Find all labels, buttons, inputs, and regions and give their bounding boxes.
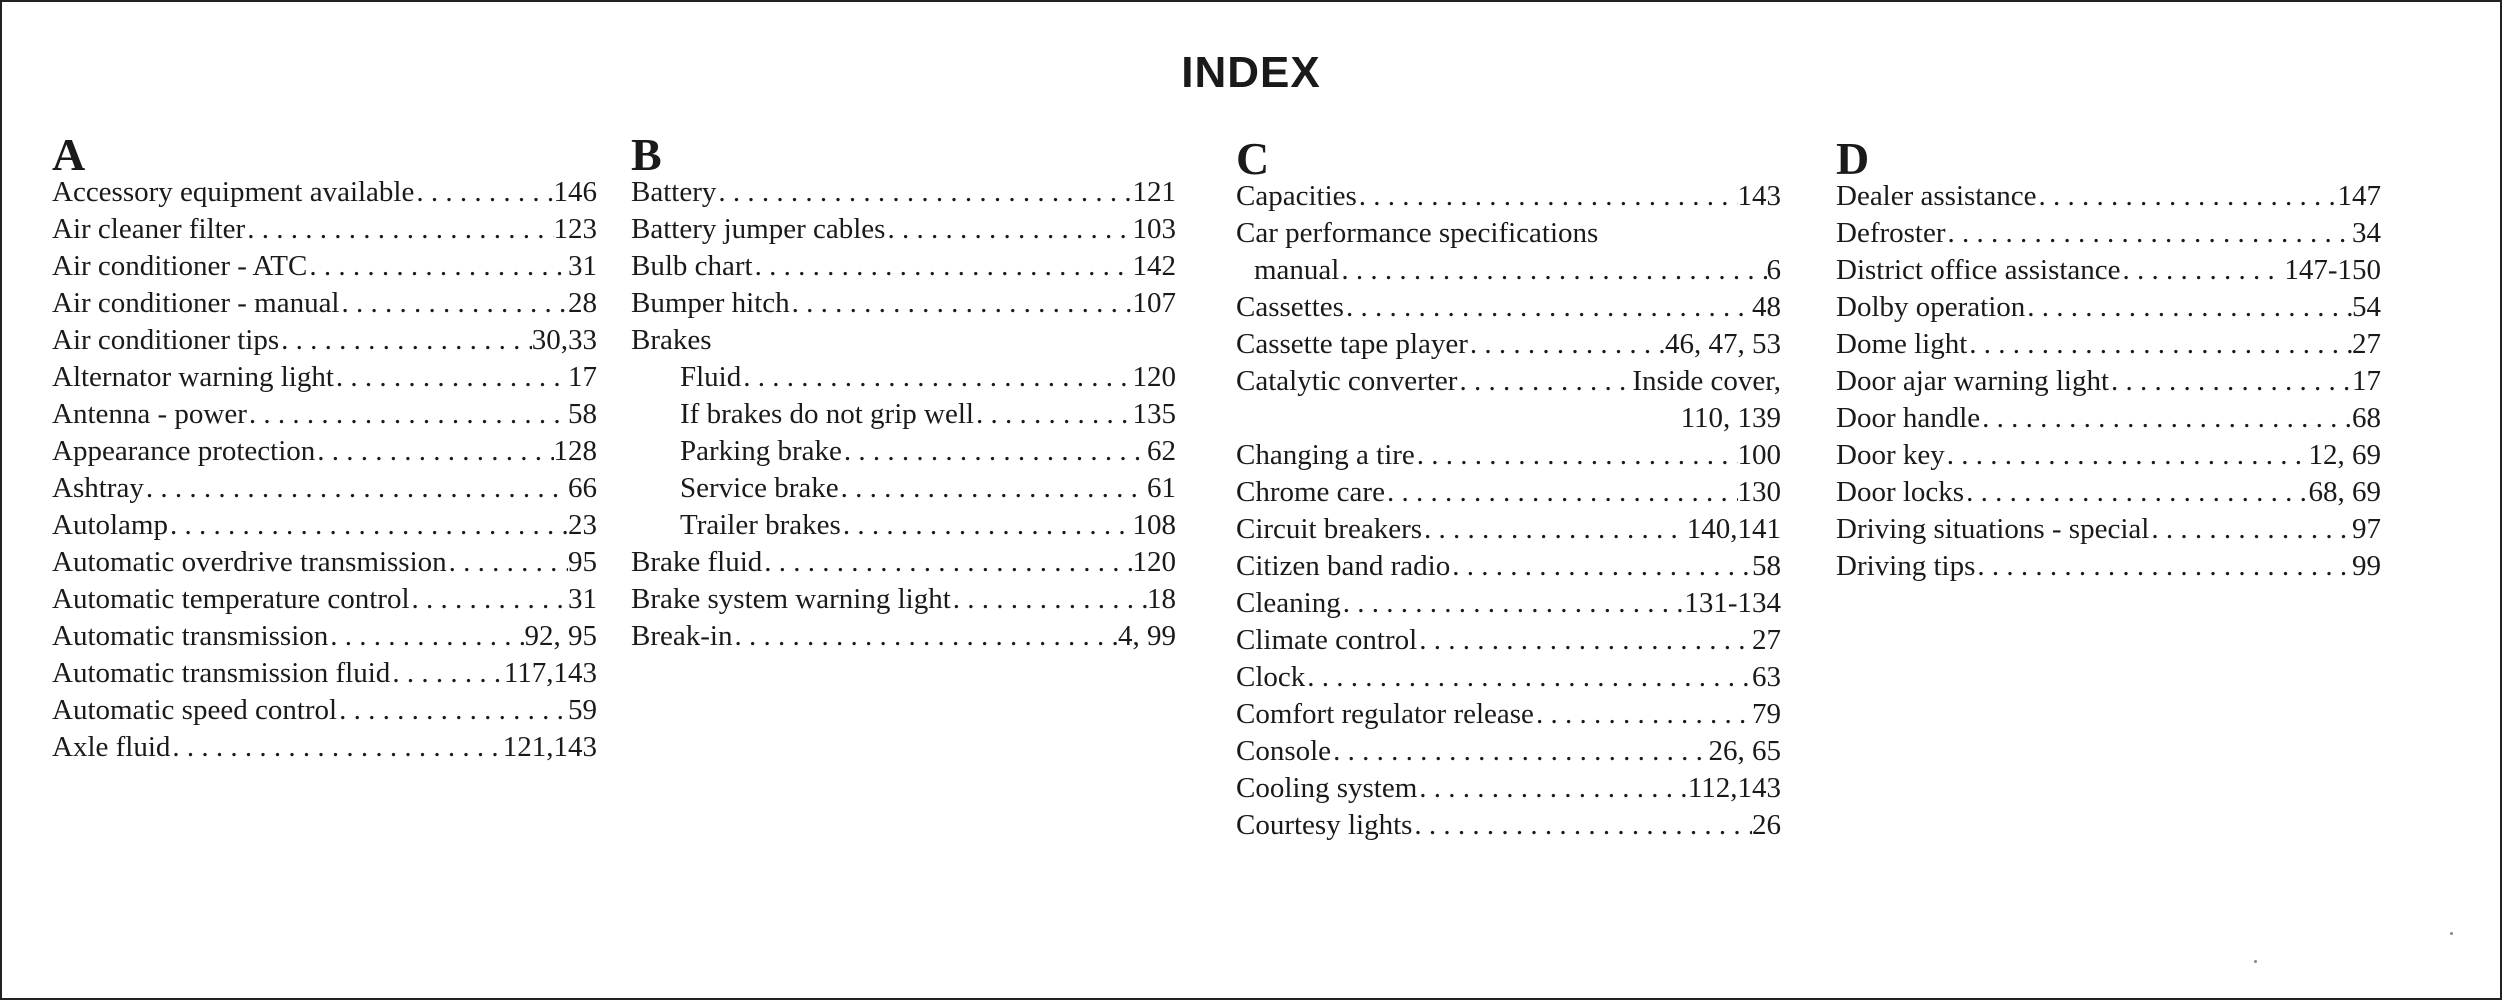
index-entry	[631, 470, 1176, 507]
entry-page: 99	[2352, 550, 2381, 582]
dot-leader	[168, 507, 568, 544]
index-entry	[1236, 622, 1781, 659]
entry-label: Alternator warning light	[52, 361, 334, 393]
dot-leader	[2025, 289, 2352, 326]
entry-page: 48	[1752, 291, 1781, 323]
dot-leader	[762, 544, 1132, 581]
paper-speck	[2450, 932, 2453, 935]
dot-leader	[1412, 807, 1752, 844]
dot-leader	[279, 322, 532, 359]
entry-page: 66	[568, 472, 597, 504]
dot-leader	[2036, 178, 2337, 215]
entry-label: Trailer brakes	[680, 509, 841, 541]
dot-leader	[2149, 511, 2352, 548]
entry-page: 107	[1132, 287, 1176, 319]
index-entry	[52, 359, 597, 396]
dot-leader	[753, 248, 1133, 285]
entry-label: District office assistance	[1836, 254, 2121, 286]
index-entry	[52, 692, 597, 729]
entry-page: 68	[2352, 402, 2381, 434]
entry-page: 142	[1132, 250, 1176, 282]
index-entry	[631, 544, 1176, 581]
entry-label: Dome light	[1836, 328, 1968, 360]
entry-page: 27	[1752, 624, 1781, 656]
entry-page: 146	[553, 176, 597, 208]
entry-label: Air conditioner - ATC	[52, 250, 308, 282]
entry-page: 6	[1766, 254, 1781, 286]
dot-leader	[841, 507, 1133, 544]
entry-label: Automatic transmission	[52, 620, 329, 652]
index-entry	[631, 248, 1176, 285]
index-column-c	[1236, 134, 1781, 844]
dot-leader	[1417, 770, 1688, 807]
entry-page: 117,143	[503, 657, 597, 689]
index-entry	[1236, 548, 1781, 585]
index-entry	[1236, 363, 1781, 400]
entry-label: Door locks	[1836, 476, 1965, 508]
index-entry	[52, 248, 597, 285]
entry-page: 135	[1132, 398, 1176, 430]
entry-page: 58	[568, 398, 597, 430]
index-entry	[1236, 807, 1781, 844]
index-entry	[631, 174, 1176, 211]
entry-label: Automatic speed control	[52, 694, 338, 726]
entry-page: 121	[1132, 176, 1176, 208]
entry-label: Changing a tire	[1236, 439, 1415, 471]
entry-label: Dealer assistance	[1836, 180, 2037, 212]
dot-leader	[716, 174, 1132, 211]
index-entry	[1236, 289, 1781, 326]
dot-leader	[842, 433, 1147, 470]
entry-label: Air cleaner filter	[52, 213, 246, 245]
entry-page: 26, 65	[1708, 735, 1781, 767]
dot-leader	[732, 618, 1118, 655]
entry-page: 110, 139	[1680, 402, 1781, 434]
dot-leader	[1357, 178, 1738, 215]
dot-leader	[447, 544, 568, 581]
entry-page: 34	[2352, 217, 2381, 249]
entry-page: 95	[568, 546, 597, 578]
index-column-a	[52, 130, 597, 766]
page-title: INDEX	[1181, 48, 1321, 97]
entry-label: Automatic overdrive transmission	[52, 546, 447, 578]
entry-label: Appearance protection	[52, 435, 316, 467]
entry-label: Catalytic converter	[1236, 365, 1458, 397]
index-entry	[631, 285, 1176, 322]
entry-label: Door handle	[1836, 402, 1981, 434]
entry-label: Parking brake	[680, 435, 842, 467]
entry-label: Axle fluid	[52, 731, 171, 763]
dot-leader	[1344, 289, 1752, 326]
index-entry	[1836, 474, 2381, 511]
entry-page: 62	[1147, 435, 1176, 467]
entry-label: Car performance specifications	[1236, 217, 1599, 249]
dot-leader	[337, 692, 568, 729]
entry-label: Break-in	[631, 620, 733, 652]
entry-label: Cassette tape player	[1236, 328, 1468, 360]
entry-label: Door ajar warning light	[1836, 365, 2110, 397]
entry-page: Inside cover,	[1632, 365, 1781, 397]
entry-page: 128	[553, 435, 597, 467]
dot-leader	[328, 618, 524, 655]
entry-page: 130	[1737, 476, 1781, 508]
dot-leader	[170, 729, 502, 766]
paper-speck	[2254, 960, 2257, 963]
index-entry	[1236, 733, 1781, 770]
dot-leader	[1980, 400, 2352, 437]
dot-leader	[1964, 474, 2308, 511]
entry-list-a	[52, 174, 597, 766]
index-entry	[52, 618, 597, 655]
index-entry	[631, 322, 1176, 359]
entry-label: manual	[1254, 254, 1340, 286]
index-entry	[631, 359, 1176, 396]
entry-label: Clock	[1236, 661, 1306, 693]
dot-leader	[974, 396, 1133, 433]
index-entry	[1236, 252, 1781, 289]
entry-page: 92, 95	[524, 620, 597, 652]
index-entry	[1836, 548, 2381, 585]
dot-leader	[1457, 363, 1632, 400]
index-entry	[1236, 215, 1781, 252]
index-entry	[52, 285, 597, 322]
index-entry	[1836, 363, 2381, 400]
index-entry	[1236, 400, 1781, 437]
entry-label: Fluid	[680, 361, 742, 393]
entry-page: 17	[568, 361, 597, 393]
entry-page: 97	[2352, 513, 2381, 545]
entry-label: Brake fluid	[631, 546, 763, 578]
index-entry	[1236, 696, 1781, 733]
index-entry	[631, 211, 1176, 248]
dot-leader	[1385, 474, 1738, 511]
entry-page: 100	[1737, 439, 1781, 471]
entry-page: 17	[2352, 365, 2381, 397]
entry-page: 28	[568, 287, 597, 319]
dot-leader	[951, 581, 1147, 618]
index-entry	[52, 211, 597, 248]
entry-page: 143	[1737, 180, 1781, 212]
entry-label: Air conditioner - manual	[52, 287, 340, 319]
entry-page: 30,33	[531, 324, 597, 356]
index-entry	[52, 581, 597, 618]
index-entry	[631, 581, 1176, 618]
dot-leader	[144, 470, 568, 507]
index-entry	[52, 470, 597, 507]
entry-page: 18	[1147, 583, 1176, 615]
index-entry	[52, 174, 597, 211]
entry-page: 140,141	[1686, 513, 1781, 545]
index-entry	[1236, 437, 1781, 474]
entry-label: Courtesy lights	[1236, 809, 1413, 841]
dot-leader	[1450, 548, 1752, 585]
entry-label: Autolamp	[52, 509, 168, 541]
entry-label: Cooling system	[1236, 772, 1418, 804]
dot-leader	[247, 396, 568, 433]
entry-label: Circuit breakers	[1236, 513, 1423, 545]
entry-label: Automatic temperature control	[52, 583, 410, 615]
entry-label: Console	[1236, 735, 1332, 767]
dot-leader	[414, 174, 553, 211]
entry-label: Ashtray	[52, 472, 144, 504]
index-entry	[1836, 400, 2381, 437]
entry-label: Battery jumper cables	[631, 213, 886, 245]
dot-leader	[1468, 326, 1665, 363]
section-letter-c: C	[1236, 133, 1270, 184]
index-entry	[631, 618, 1176, 655]
index-entry	[1836, 289, 2381, 326]
dot-leader	[334, 359, 568, 396]
index-column-d	[1836, 134, 2381, 585]
entry-page: 131-134	[1684, 587, 1781, 619]
index-entry	[1836, 326, 2381, 363]
entry-label: Battery	[631, 176, 717, 208]
dot-leader	[1945, 437, 2309, 474]
entry-label: Comfort regulator release	[1236, 698, 1534, 730]
index-entry	[631, 433, 1176, 470]
entry-page: 147-150	[2284, 254, 2381, 286]
entry-page: 121,143	[502, 731, 597, 763]
entry-page: 123	[553, 213, 597, 245]
entry-page: 112,143	[1687, 772, 1781, 804]
entry-page: 120	[1132, 546, 1176, 578]
entry-label: Automatic transmission fluid	[52, 657, 391, 689]
index-entry	[52, 544, 597, 581]
index-entry	[1836, 511, 2381, 548]
entry-page: 103	[1132, 213, 1176, 245]
entry-page: 61	[1147, 472, 1176, 504]
dot-leader	[885, 211, 1132, 248]
dot-leader	[1534, 696, 1752, 733]
index-entry	[52, 655, 597, 692]
section-letter-d: D	[1836, 133, 1870, 184]
entry-page: 27	[2352, 328, 2381, 360]
entry-page: 68, 69	[2308, 476, 2381, 508]
dot-leader	[315, 433, 553, 470]
section-letter-b: B	[631, 129, 662, 180]
dot-leader	[1305, 659, 1752, 696]
entry-page: 31	[568, 250, 597, 282]
entry-label: Capacities	[1236, 180, 1357, 212]
section-letter-a: A	[52, 129, 86, 180]
entry-label: Door key	[1836, 439, 1945, 471]
index-entry	[1236, 511, 1781, 548]
entry-label: If brakes do not grip well	[680, 398, 974, 430]
entry-label: Chrome care	[1236, 476, 1385, 508]
index-entry	[52, 322, 597, 359]
index-entry	[1836, 215, 2381, 252]
entry-page: 63	[1752, 661, 1781, 693]
index-entry	[52, 433, 597, 470]
dot-leader	[1331, 733, 1708, 770]
entry-page: 58	[1752, 550, 1781, 582]
entry-label: Air conditioner tips	[52, 324, 280, 356]
entry-list-c	[1236, 178, 1781, 844]
entry-list-d	[1836, 178, 2381, 585]
entry-label: Bumper hitch	[631, 287, 790, 319]
entry-label: Bulb chart	[631, 250, 753, 282]
index-entry	[631, 396, 1176, 433]
entry-page: 26	[1752, 809, 1781, 841]
entry-page: 4, 99	[1118, 620, 1176, 652]
dot-leader	[1417, 622, 1752, 659]
dot-leader	[1415, 437, 1738, 474]
entry-page: 31	[568, 583, 597, 615]
index-entry	[1836, 252, 2381, 289]
dot-leader	[245, 211, 553, 248]
index-entry	[1236, 326, 1781, 363]
entry-label: Defroster	[1836, 217, 1946, 249]
entry-page: 23	[568, 509, 597, 541]
entry-label: Cleaning	[1236, 587, 1341, 619]
index-entry	[52, 729, 597, 766]
entry-page: 12, 69	[2308, 439, 2381, 471]
entry-label: Driving tips	[1836, 550, 1976, 582]
entry-page: 120	[1132, 361, 1176, 393]
entry-label: Cassettes	[1236, 291, 1344, 323]
entry-label: Service brake	[680, 472, 839, 504]
index-entry	[1836, 437, 2381, 474]
entry-label: Brakes	[631, 324, 712, 356]
index-entry	[52, 396, 597, 433]
dot-leader	[410, 581, 568, 618]
entry-label: Driving situations - special	[1836, 513, 2150, 545]
dot-leader	[2109, 363, 2352, 400]
entry-page: 108	[1132, 509, 1176, 541]
index-entry	[1236, 178, 1781, 215]
entry-label: Accessory equipment available	[52, 176, 415, 208]
entry-label: Climate control	[1236, 624, 1418, 656]
entry-page: 59	[568, 694, 597, 726]
entry-page: 46, 47, 53	[1665, 328, 1781, 360]
dot-leader	[839, 470, 1147, 507]
dot-leader	[1339, 252, 1766, 289]
entry-list-b	[631, 174, 1176, 655]
index-column-b	[631, 130, 1176, 655]
entry-page: 147	[2337, 180, 2381, 212]
entry-label: Citizen band radio	[1236, 550, 1451, 582]
dot-leader	[307, 248, 568, 285]
index-entry	[1236, 474, 1781, 511]
dot-leader	[790, 285, 1133, 322]
entry-label: Dolby operation	[1836, 291, 2026, 323]
dot-leader	[340, 285, 569, 322]
dot-leader	[1341, 585, 1685, 622]
entry-page: 54	[2352, 291, 2381, 323]
entry-page: 79	[1752, 698, 1781, 730]
dot-leader	[390, 655, 504, 692]
dot-leader	[2121, 252, 2285, 289]
dot-leader	[1975, 548, 2352, 585]
index-entry	[1236, 585, 1781, 622]
dot-leader	[1422, 511, 1687, 548]
index-entry	[631, 507, 1176, 544]
dot-leader	[1946, 215, 2352, 252]
entry-label: Brake system warning light	[631, 583, 951, 615]
dot-leader	[1967, 326, 2352, 363]
entry-label: Antenna - power	[52, 398, 247, 430]
index-entry	[1236, 770, 1781, 807]
index-entry	[1836, 178, 2381, 215]
dot-leader	[741, 359, 1132, 396]
index-entry	[1236, 659, 1781, 696]
index-entry	[52, 507, 597, 544]
